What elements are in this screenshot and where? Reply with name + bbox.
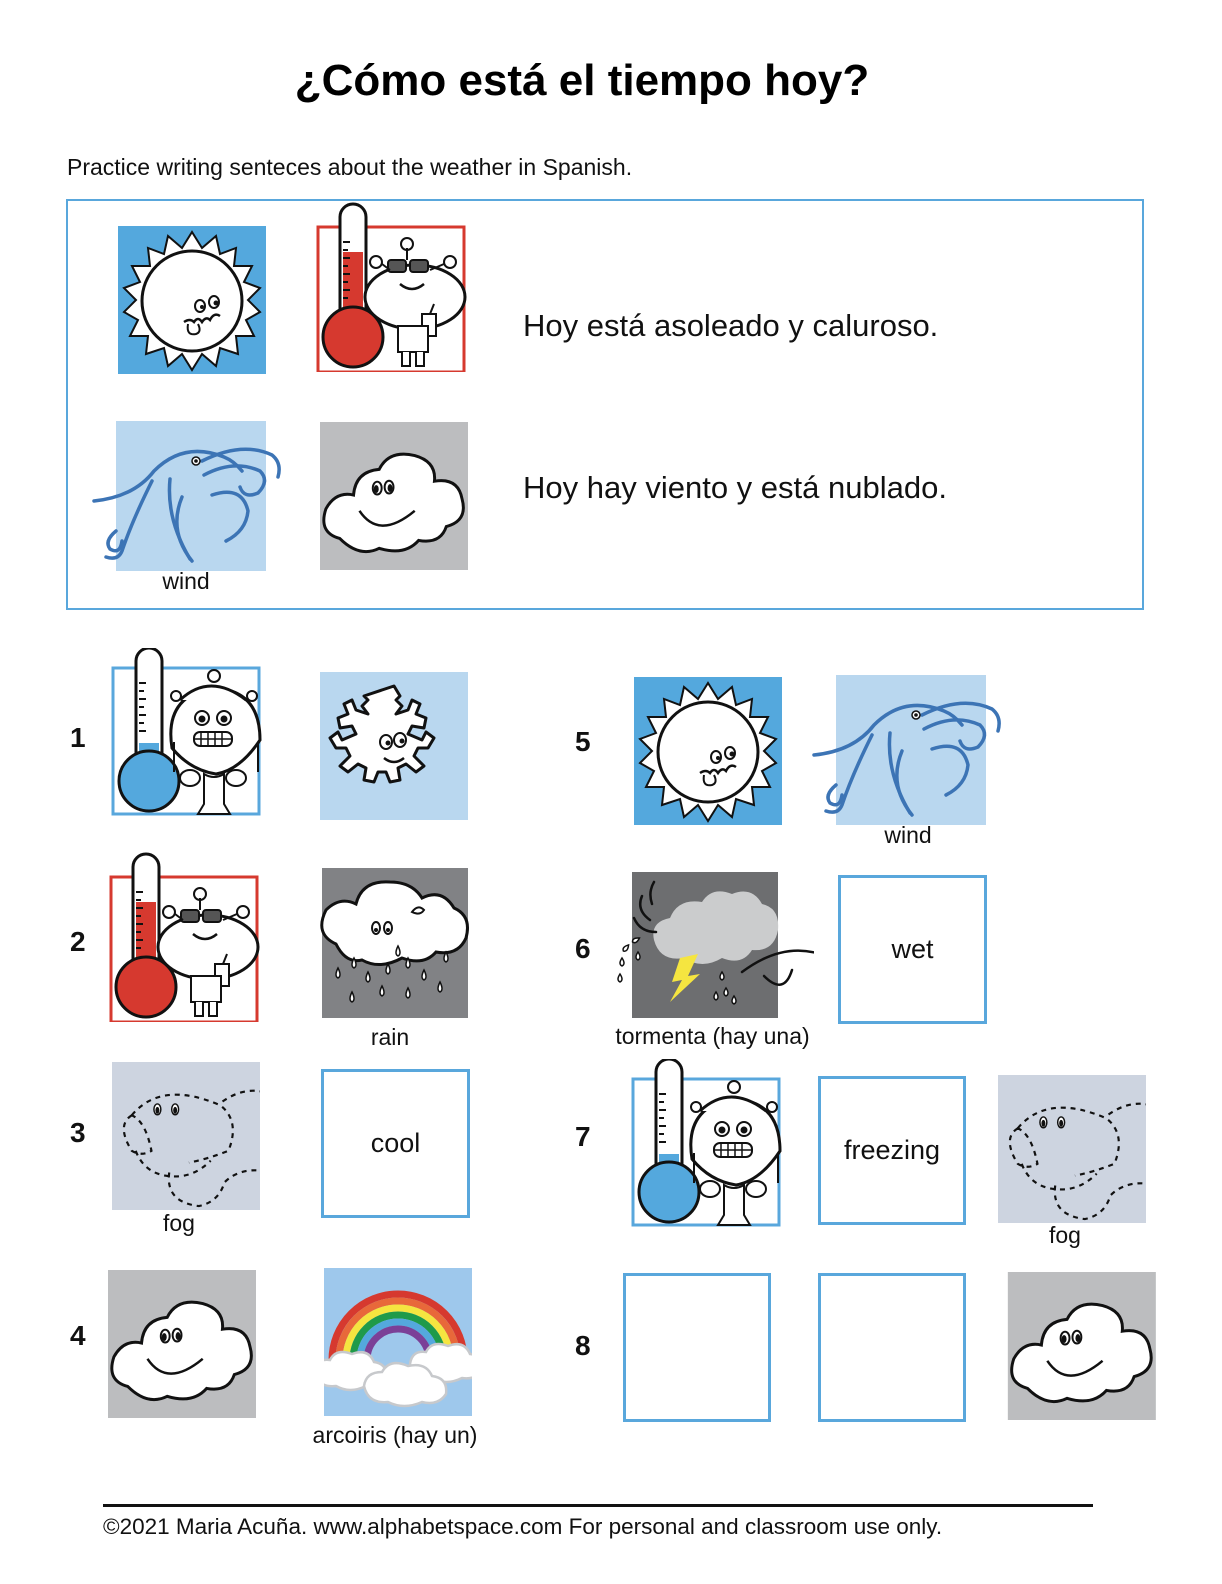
wind-caption: wind — [884, 822, 932, 848]
cloudy-icon — [320, 422, 468, 570]
cold-thermometer-icon — [630, 1059, 790, 1229]
rainbow-icon — [324, 1268, 472, 1416]
sunny-icon — [118, 226, 266, 374]
answer-box-cool[interactable]: cool — [321, 1069, 470, 1218]
answer-box-empty-1[interactable] — [623, 1273, 771, 1422]
storm-icon — [614, 872, 814, 1022]
example-sentence-2: Hoy hay viento y está nublado. — [523, 470, 947, 505]
exercise-number-6: 6 — [575, 933, 591, 964]
example-sentence-1: Hoy está asoleado y caluroso. — [523, 308, 939, 343]
rain-caption: rain — [370, 1024, 410, 1050]
hot-thermometer-icon — [103, 852, 263, 1022]
wind-caption: wind — [162, 568, 210, 594]
exercise-number-4: 4 — [70, 1320, 86, 1351]
answer-box-wet[interactable]: wet — [838, 875, 987, 1024]
cloudy-icon — [108, 1270, 256, 1418]
rain-icon — [314, 868, 470, 1020]
exercise-number-8: 8 — [575, 1330, 591, 1361]
exercise-number-7: 7 — [575, 1121, 591, 1152]
cloudy-icon — [990, 1272, 1150, 1420]
storm-caption: tormenta (hay una) — [615, 1023, 810, 1049]
fog-icon — [112, 1062, 260, 1210]
exercise-number-2: 2 — [70, 926, 86, 957]
page-title: ¿Cómo está el tiempo hoy? — [294, 56, 870, 105]
footer-divider — [103, 1504, 1093, 1507]
cold-thermometer-icon — [110, 648, 270, 818]
snow-icon — [320, 672, 468, 820]
footer-copyright: ©2021 Maria Acuña. www.alphabetspace.com For personal and classroom use only. — [103, 1514, 943, 1539]
exercise-number-1: 1 — [70, 722, 86, 753]
fog-caption: fog — [163, 1210, 195, 1236]
instructions: Practice writing senteces about the weather in Spanish. — [67, 154, 633, 180]
sunny-icon — [634, 677, 782, 825]
wind-icon — [92, 421, 282, 571]
wind-icon — [812, 675, 1002, 825]
hot-thermometer-icon — [310, 202, 470, 372]
fog-icon — [998, 1075, 1146, 1223]
fog-caption: fog — [1049, 1222, 1081, 1248]
exercise-number-3: 3 — [70, 1117, 86, 1148]
exercise-number-5: 5 — [575, 726, 591, 757]
answer-box-empty-2[interactable] — [818, 1273, 966, 1422]
answer-box-freezing[interactable]: freezing — [818, 1076, 966, 1225]
rainbow-caption: arcoiris (hay un) — [312, 1422, 478, 1448]
